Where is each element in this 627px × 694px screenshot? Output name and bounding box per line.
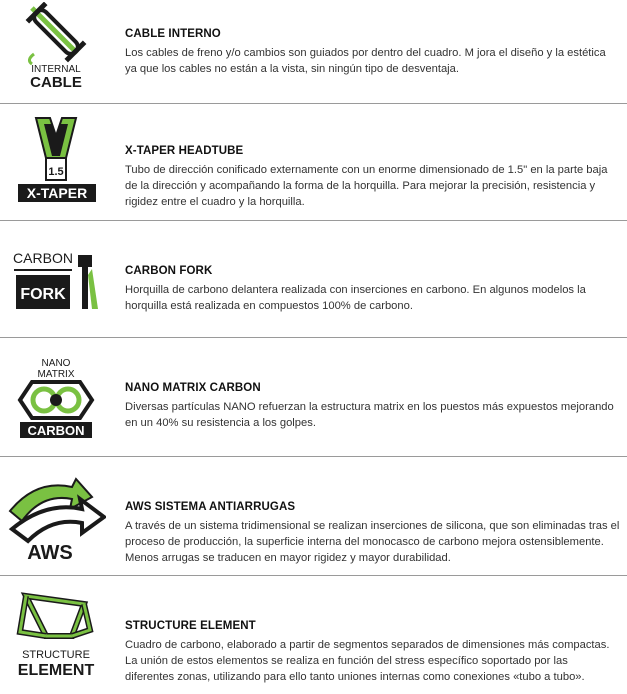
feature-title: STRUCTURE ELEMENT xyxy=(125,620,256,632)
icon-label: CARBON xyxy=(13,250,73,266)
icon-label: NANO xyxy=(41,358,71,369)
feature-row-x-taper xyxy=(0,104,627,221)
feature-description: Los cables de freno y/o cambios son guiados por dentro del cuadro. M jora el diseño y la estética ya que los cables no están a la vista, sin ningún tipo de desventaja. xyxy=(125,47,606,75)
feature-description: Tubo de dirección conificado externamente con un enorme dimensionado de 1.5" en la parte baja de la dirección y acompañando la forma de la horquilla. Para mejorar la precisión, resistencia y rigidez entre el cuadro y la horquilla. xyxy=(125,164,608,208)
feature-title: X-TAPER HEADTUBE xyxy=(125,145,244,157)
aws-icon xyxy=(6,471,106,563)
feature-description: A través de un sistema tridimensional se realizan inserciones de silicona, que son eliminadas tras el proceso de producción, la superficie interna del monocasco de carbono mejora ostensiblemente. Menos arrugas se traducen en mayor rigidez y mayor durabilidad. xyxy=(125,520,620,564)
icon-label: CABLE xyxy=(30,74,82,91)
feature-row-internal-cable xyxy=(0,0,627,104)
internal-cable-icon xyxy=(6,2,106,94)
feature-row-aws xyxy=(0,457,627,576)
icon-label: CARBON xyxy=(27,423,85,438)
icon-label: 1.5 xyxy=(48,166,64,178)
carbon-fork-icon xyxy=(6,235,106,327)
icon-label: STRUCTURE xyxy=(22,649,90,661)
icon-label: ELEMENT xyxy=(17,662,95,678)
icon-label: AWS xyxy=(27,542,73,563)
icon-label: INTERNAL xyxy=(31,64,81,75)
feature-description: Horquilla de carbono delantera realizada con inserciones en carbono. En algunos modelos la horquilla está realizada en compuestos 100% de carbono. xyxy=(125,284,586,312)
feature-row-structure-element xyxy=(0,576,627,694)
feature-title: AWS SISTEMA ANTIARRUGAS xyxy=(125,501,296,513)
feature-row-carbon-fork xyxy=(0,221,627,338)
feature-row-nano-matrix xyxy=(0,338,627,457)
x-taper-headtube-icon xyxy=(6,114,106,206)
feature-title: CABLE INTERNO xyxy=(125,28,221,40)
icon-label: X-TAPER xyxy=(26,185,88,201)
nano-matrix-carbon-icon xyxy=(6,350,106,442)
feature-description: Diversas partículas NANO refuerzan la estructura matrix en los puestos más expuestos mejorando en un 40% su resistencia a los golpes. xyxy=(125,401,614,429)
feature-title: NANO MATRIX CARBON xyxy=(125,382,261,394)
structure-element-icon xyxy=(6,586,106,678)
feature-description: Cuadro de carbono, elaborado a partir de segmentos separados de dimensiones más compactas. La unión de estos elementos se realiza en función del stress específico soportado por las diferentes zonas, utilizando para ello tanto uniones internas como conexiones «tubo a tubo». xyxy=(125,639,610,683)
feature-title: CARBON FORK xyxy=(125,265,213,277)
icon-label: MATRIX xyxy=(37,369,75,380)
icon-label: FORK xyxy=(20,286,66,303)
